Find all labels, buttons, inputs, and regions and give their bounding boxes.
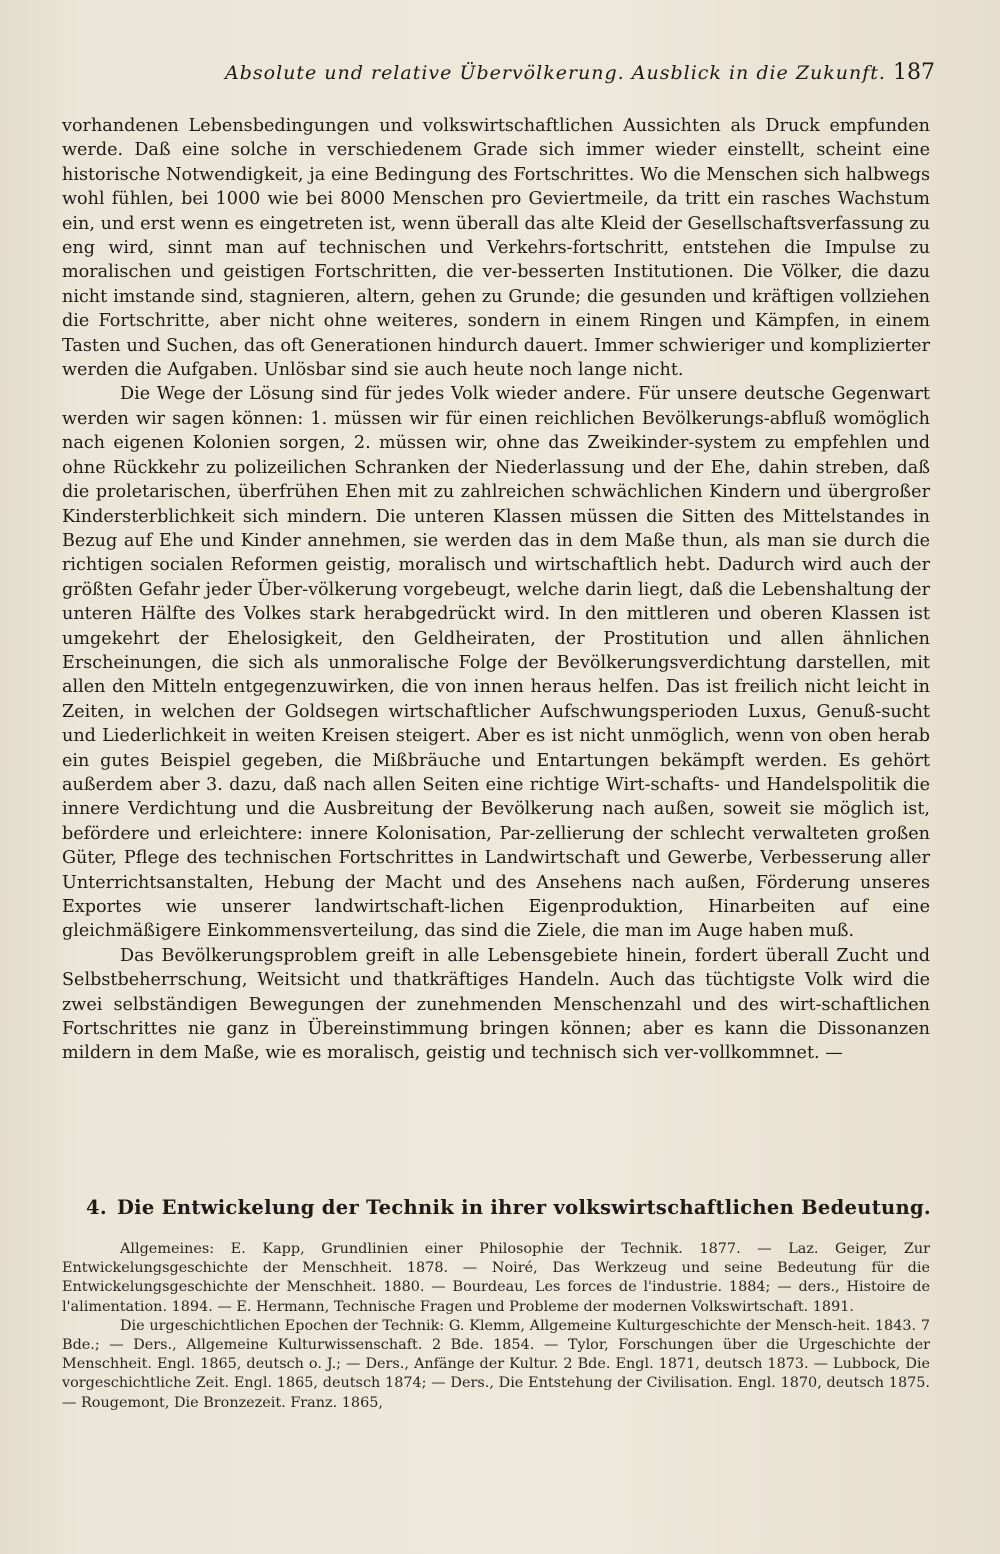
literature-references xyxy=(62,1240,930,1413)
running-head: Absolute und relative Übervölkerung. Ausblick in die Zukunft. xyxy=(225,62,886,84)
section-number: 4. xyxy=(86,1196,107,1219)
paragraph: Die Wege der Lösung sind für jedes Volk wieder andere. Für unsere deutsche Gegenwart werden wir sagen können: 1. müssen wir für einen reichlichen Bevölkerungs-abfluß womöglich nach eigenen Kolonien sorgen, 2. müssen wir, ohne das Zweikinder-system zu empfehlen und ohne Rückkehr zu polizeilichen Schranken der Niederlassung und der Ehe, dahin streben, daß die proletarischen, überfrühen Ehen mit zu zahlreichen schwächlichen Kindern und übergroßer Kindersterblichkeit sich mindern. Die unteren Klassen müssen die Sitten des Mittelstandes in Bezug auf Ehe und Kinder annehmen, sie werden das in dem Maße thun, als man sie durch die richtigen socialen Reformen geistig, moralisch und wirtschaftlich hebt. Dadurch wird auch der größten Gefahr jeder Über-völkerung vorgebeugt, welche darin liegt, daß die Lebenshaltung der unteren Hälfte des Volkes stark herabgedrückt wird. In den mittleren und oberen Klassen ist umgekehrt der Ehelosigkeit, den Geldheiraten, der Prostitution und allen ähnlichen Erscheinungen, die sich als unmoralische Folge der Bevölkerungsverdichtung darstellen, mit allen den Mitteln entgegenzuwirken, die von innen heraus helfen. Das ist freilich nicht leicht in Zeiten, in welchen der Goldsegen wirtschaftlicher Aufschwungsperioden Luxus, Genuß-sucht und Liederlichkeit in weiten Kreisen steigert. Aber es ist nicht unmöglich, wenn von oben herab ein gutes Beispiel gegeben, die Mißbräuche und Entartungen bekämpft werden. Es gehört außerdem aber 3. dazu, daß nach allen Seiten eine richtige Wirt-schafts- und Handelspolitik die innere Verdichtung und die Ausbreitung der Bevölkerung nach außen, soweit sie möglich ist, befördere und erleichtere: innere Kolonisation, Par-zellierung der schlecht verwalteten großen Güter, Pflege des technischen Fortschrittes in Landwirtschaft und Gewerbe, Verbesserung aller Unterrichtsanstalten, Hebung der Macht und des Ansehens nach außen, Förderung unseres Exportes wie unserer landwirtschaft-lichen Eigenproduktion, Hinarbeiten auf eine gleichmäßigere Einkommensverteilung, das sind die Ziele, die man im Auge haben muß. xyxy=(62,384,930,942)
reference-paragraph: Die urgeschichtlichen Epochen der Technik: G. Klemm, Allgemeine Kulturgeschichte der Mensch-heit. 1843. 7 Bde.; — Ders., Allgemeine Kulturwissenschaft. 2 Bde. 1854. — Tylor, Forschungen über die Urgeschichte der Menschheit. Engl. 1865, deutsch o. J.; — Ders., Anfänge der Kultur. 2 Bde. Engl. 1871, deutsch 1873. — Lubbock, Die vorgeschichtliche Zeit. Engl. 1865, deutsch 1874; — Ders., Die Entstehung der Civilisation. Engl. 1870, deutsch 1875. — Rougemont, Die Bronzezeit. Franz. 1865, xyxy=(62,1317,930,1411)
reference-paragraph: Allgemeines: E. Kapp, Grundlinien einer Philosophie der Technik. 1877. — Laz. Geiger, Zur Entwickelungsgeschichte der Menschheit. 1878. — Noiré, Das Werkzeug und seine Bedeutung für die Entwickelungsgeschichte der Menschheit. 1880. — Bourdeau, Les forces de l'industrie. 1884; — ders., Histoire de l'alimentation. 1894. — E. Hermann, Technische Fragen und Probleme der modernen Volkswirtschaft. 1891. xyxy=(62,1241,930,1315)
section-title: Die Entwickelung der Technik in ihrer volkswirtschaftlichen Bedeutung. xyxy=(116,1196,932,1219)
section-heading xyxy=(86,1196,930,1219)
paragraph: Das Bevölkerungsproblem greift in alle Lebensgebiete hinein, fordert überall Zucht und Selbstbeherrschung, Weitsicht und thatkräftiges Handeln. Auch das tüchtigste Volk wird die zwei selbständigen Bewegungen der zunehmenden Menschenzahl und des wirt-schaftlichen Fortschrittes nie ganz in Übereinstimmung bringen können; aber es kann die Dissonanzen mildern in dem Maße, wie es moralisch, geistig und technisch sich ver-vollkommnet. — xyxy=(62,945,930,1064)
page-header xyxy=(225,62,935,86)
paragraph: vorhandenen Lebensbedingungen und volkswirtschaftlichen Aussichten als Druck empfunden werde. Daß eine solche in verschiedenem Grade sich immer wieder einstellt, scheint eine historische Notwendigkeit, ja eine Bedingung des Fortschrittes. Wo die Menschen sich halbwegs wohl fühlen, bei 1000 wie bei 8000 Menschen pro Geviertmeile, da tritt ein rasches Wachstum ein, und erst wenn es eingetreten ist, wenn überall das alte Kleid der Gesellschaftsverfassung zu eng wird, sinnt man auf technischen und Verkehrs-fortschritt, entstehen die Impulse zu moralischen und geistigen Fortschritten, die ver-besserten Institutionen. Die Völker, die dazu nicht imstande sind, stagnieren, altern, gehen zu Grunde; die gesunden und kräftigen vollziehen die Fortschritte, aber nicht ohne weiteres, sondern in einem Ringen und Kämpfen, in einem Tasten und Suchen, das oft Generationen hindurch dauert. Immer schwieriger und komplizierter werden die Aufgaben. Unlösbar sind sie auch heute noch lange nicht. xyxy=(62,116,930,381)
main-text xyxy=(62,114,930,1066)
page-number: 187 xyxy=(893,60,935,85)
